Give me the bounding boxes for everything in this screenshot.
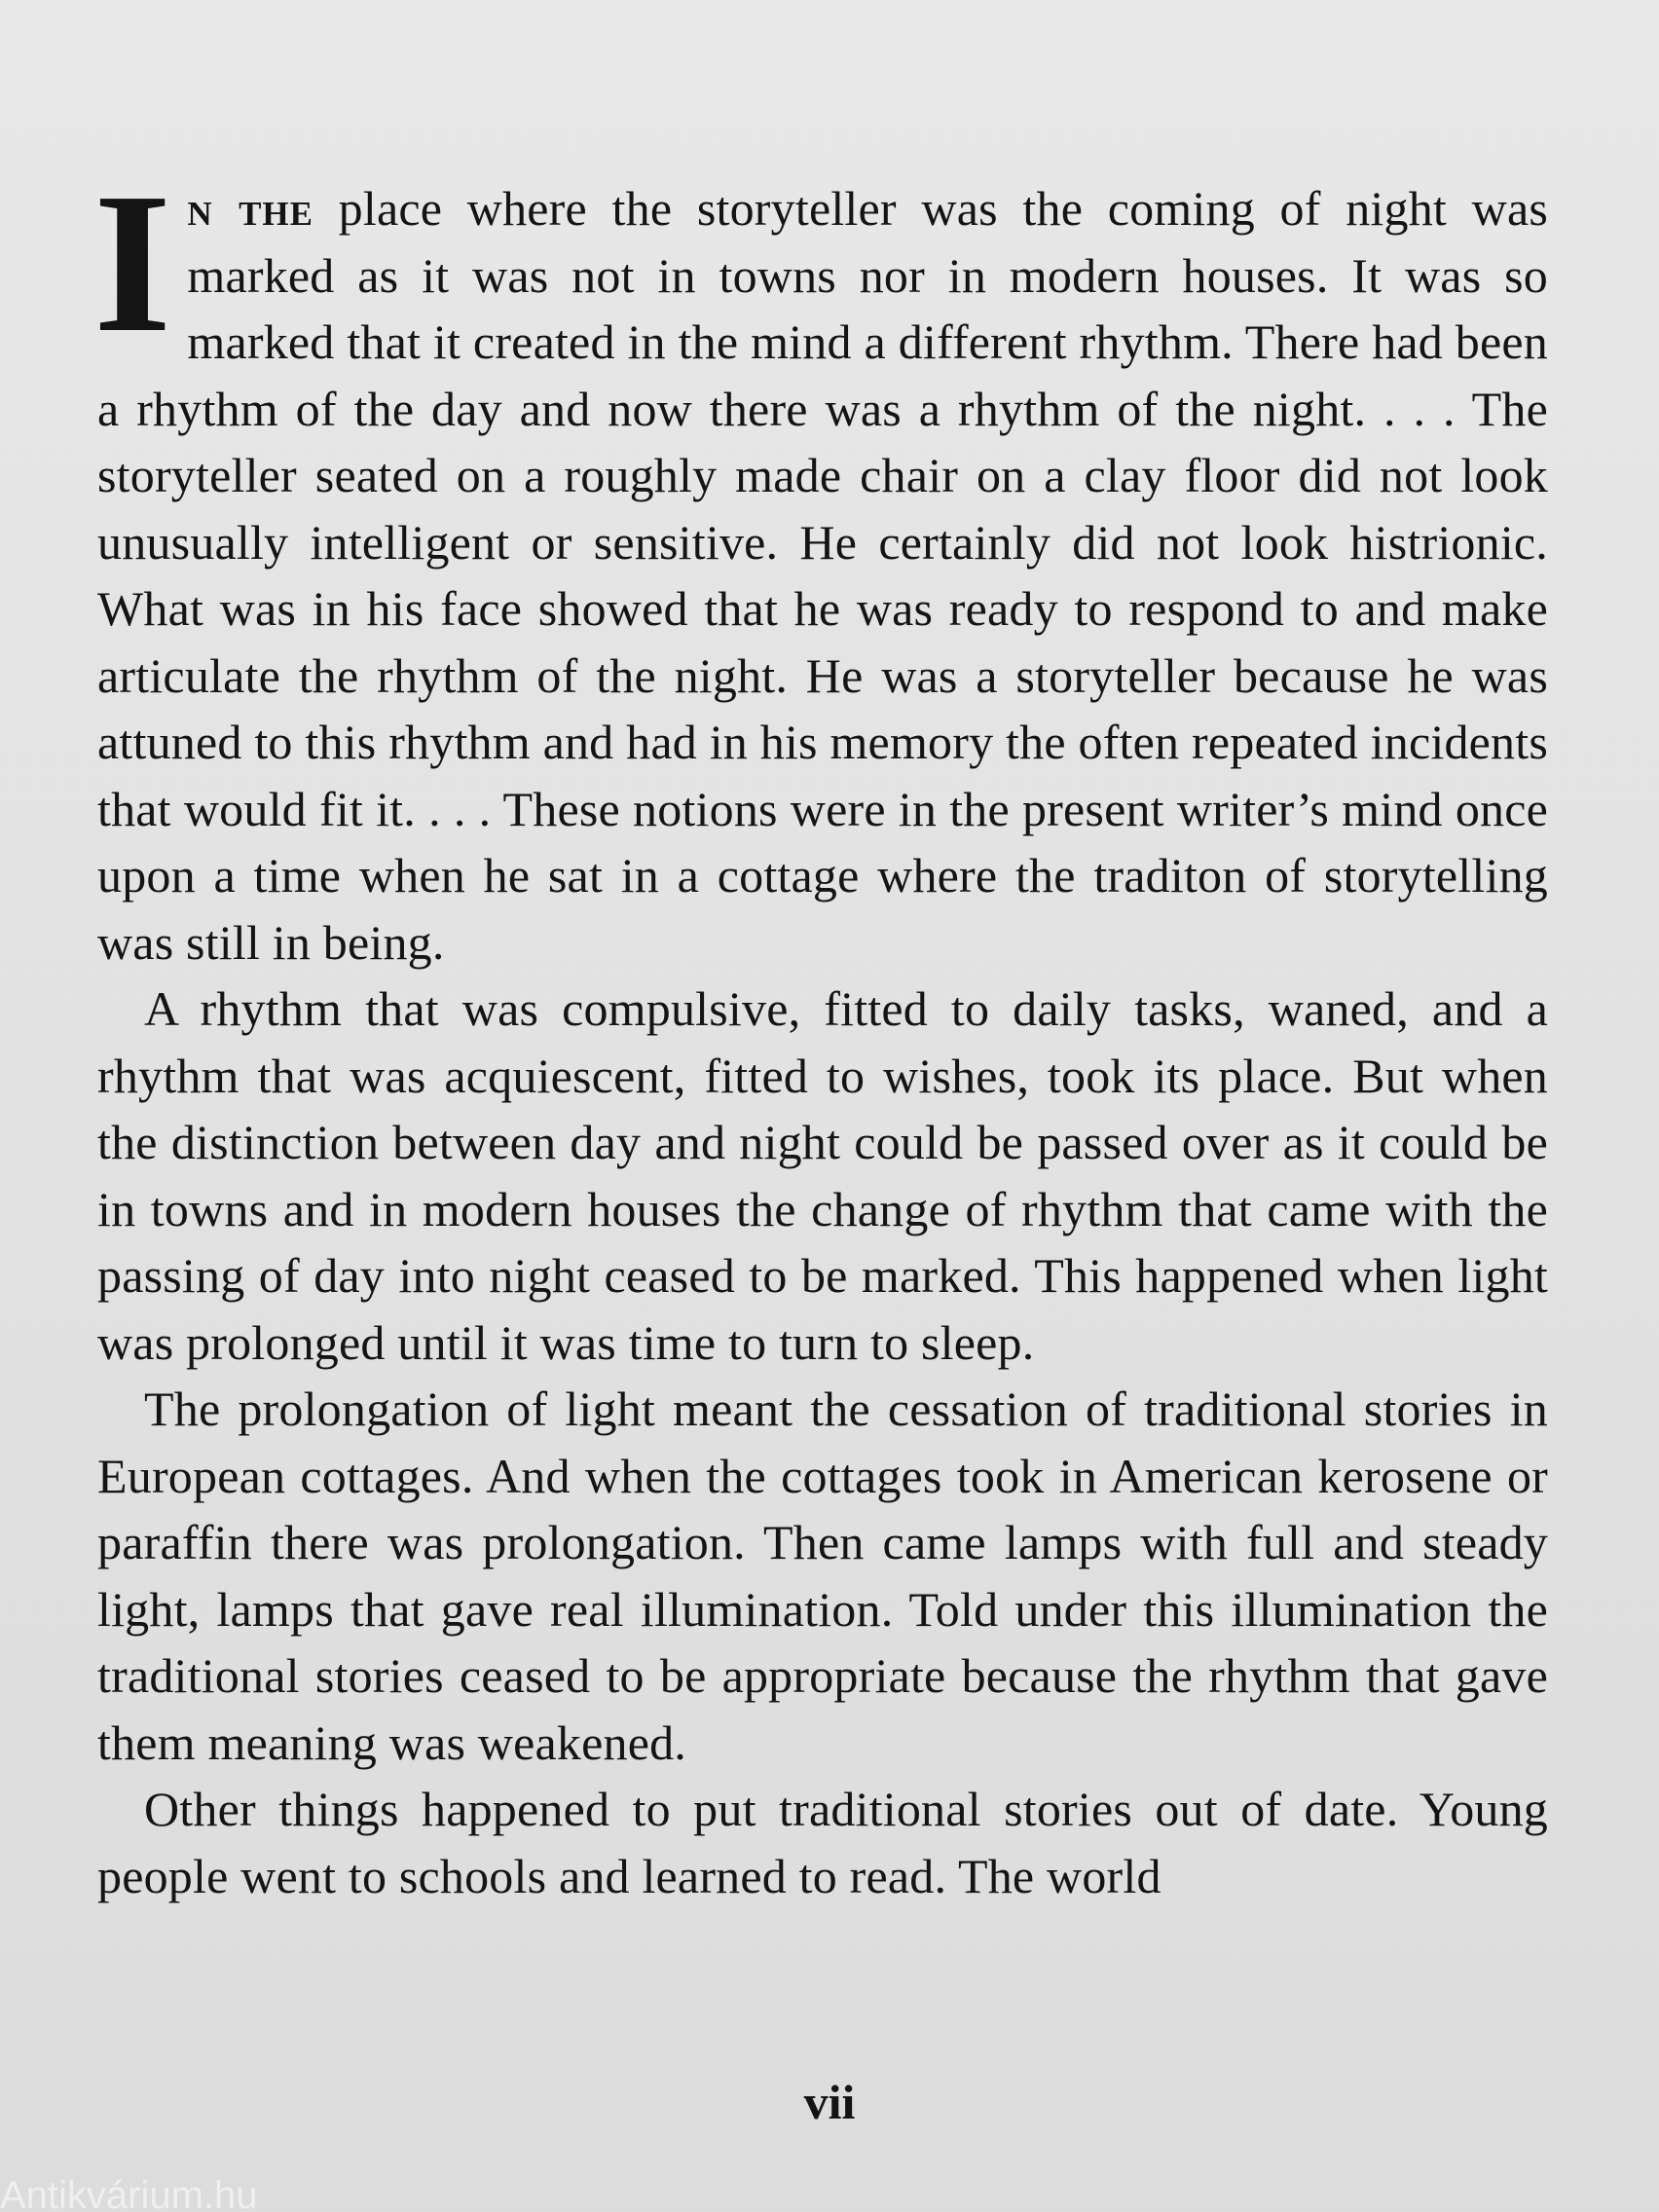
paragraph-2: A rhythm that was compulsive, fitted to daily tasks, waned, and a rhythm that was acquiescent, fitted to wishes, took its place. But when the distinction between day and night could be passed over as it could be in towns and in modern houses the change of rhythm that came with the passing of day into night ceased to be marked. This happened when light was prolonged until it was time to turn to sleep. xyxy=(97,981,1548,1370)
paragraph-4: Other things happened to put traditional stories out of date. Young people went to schools and learned to read. The world xyxy=(97,1782,1548,1903)
watermark: Antikvárium.hu xyxy=(0,2174,258,2212)
paragraph-3: The prolongation of light meant the cessation of traditional stories in European cottages. And when the cottages took in American kerosene or paraffin there was prolongation. Then came lamps with full and steady light, lamps that gave real illumination. Told under this illumination the traditional stories ceased to be appropriate because the rhythm that gave them meaning was weakened. xyxy=(97,1382,1548,1770)
drop-cap: I xyxy=(93,151,172,374)
paragraph-1-text: place where the storyteller was the coming of night was marked as it was not in towns nor in modern houses. It was so marked that it created in the mind a different rhythm. There had been a rhythm of the day and now there was a rhythm of the night. . . . The storyteller seated on a roughly made chair on a clay floor did not look unusually intelligent or sensitive. He certainly did not look histrionic. What was in his face showed that he was ready to respond to and make articulate the rhythm of the night. He was a storyteller because he was attuned to this rhythm and had in his memory the often repeated incidents that would fit it. . . . These notions were in the present writer’s mind once upon a time when he sat in a cottage where the traditon of storytelling was still in being. xyxy=(97,181,1548,970)
show-through-text xyxy=(127,0,1529,146)
paragraph-1 xyxy=(93,151,1548,976)
opening-small-caps: n the xyxy=(187,181,314,236)
page-number: vii xyxy=(803,2075,856,2129)
page-body xyxy=(93,151,1548,1909)
